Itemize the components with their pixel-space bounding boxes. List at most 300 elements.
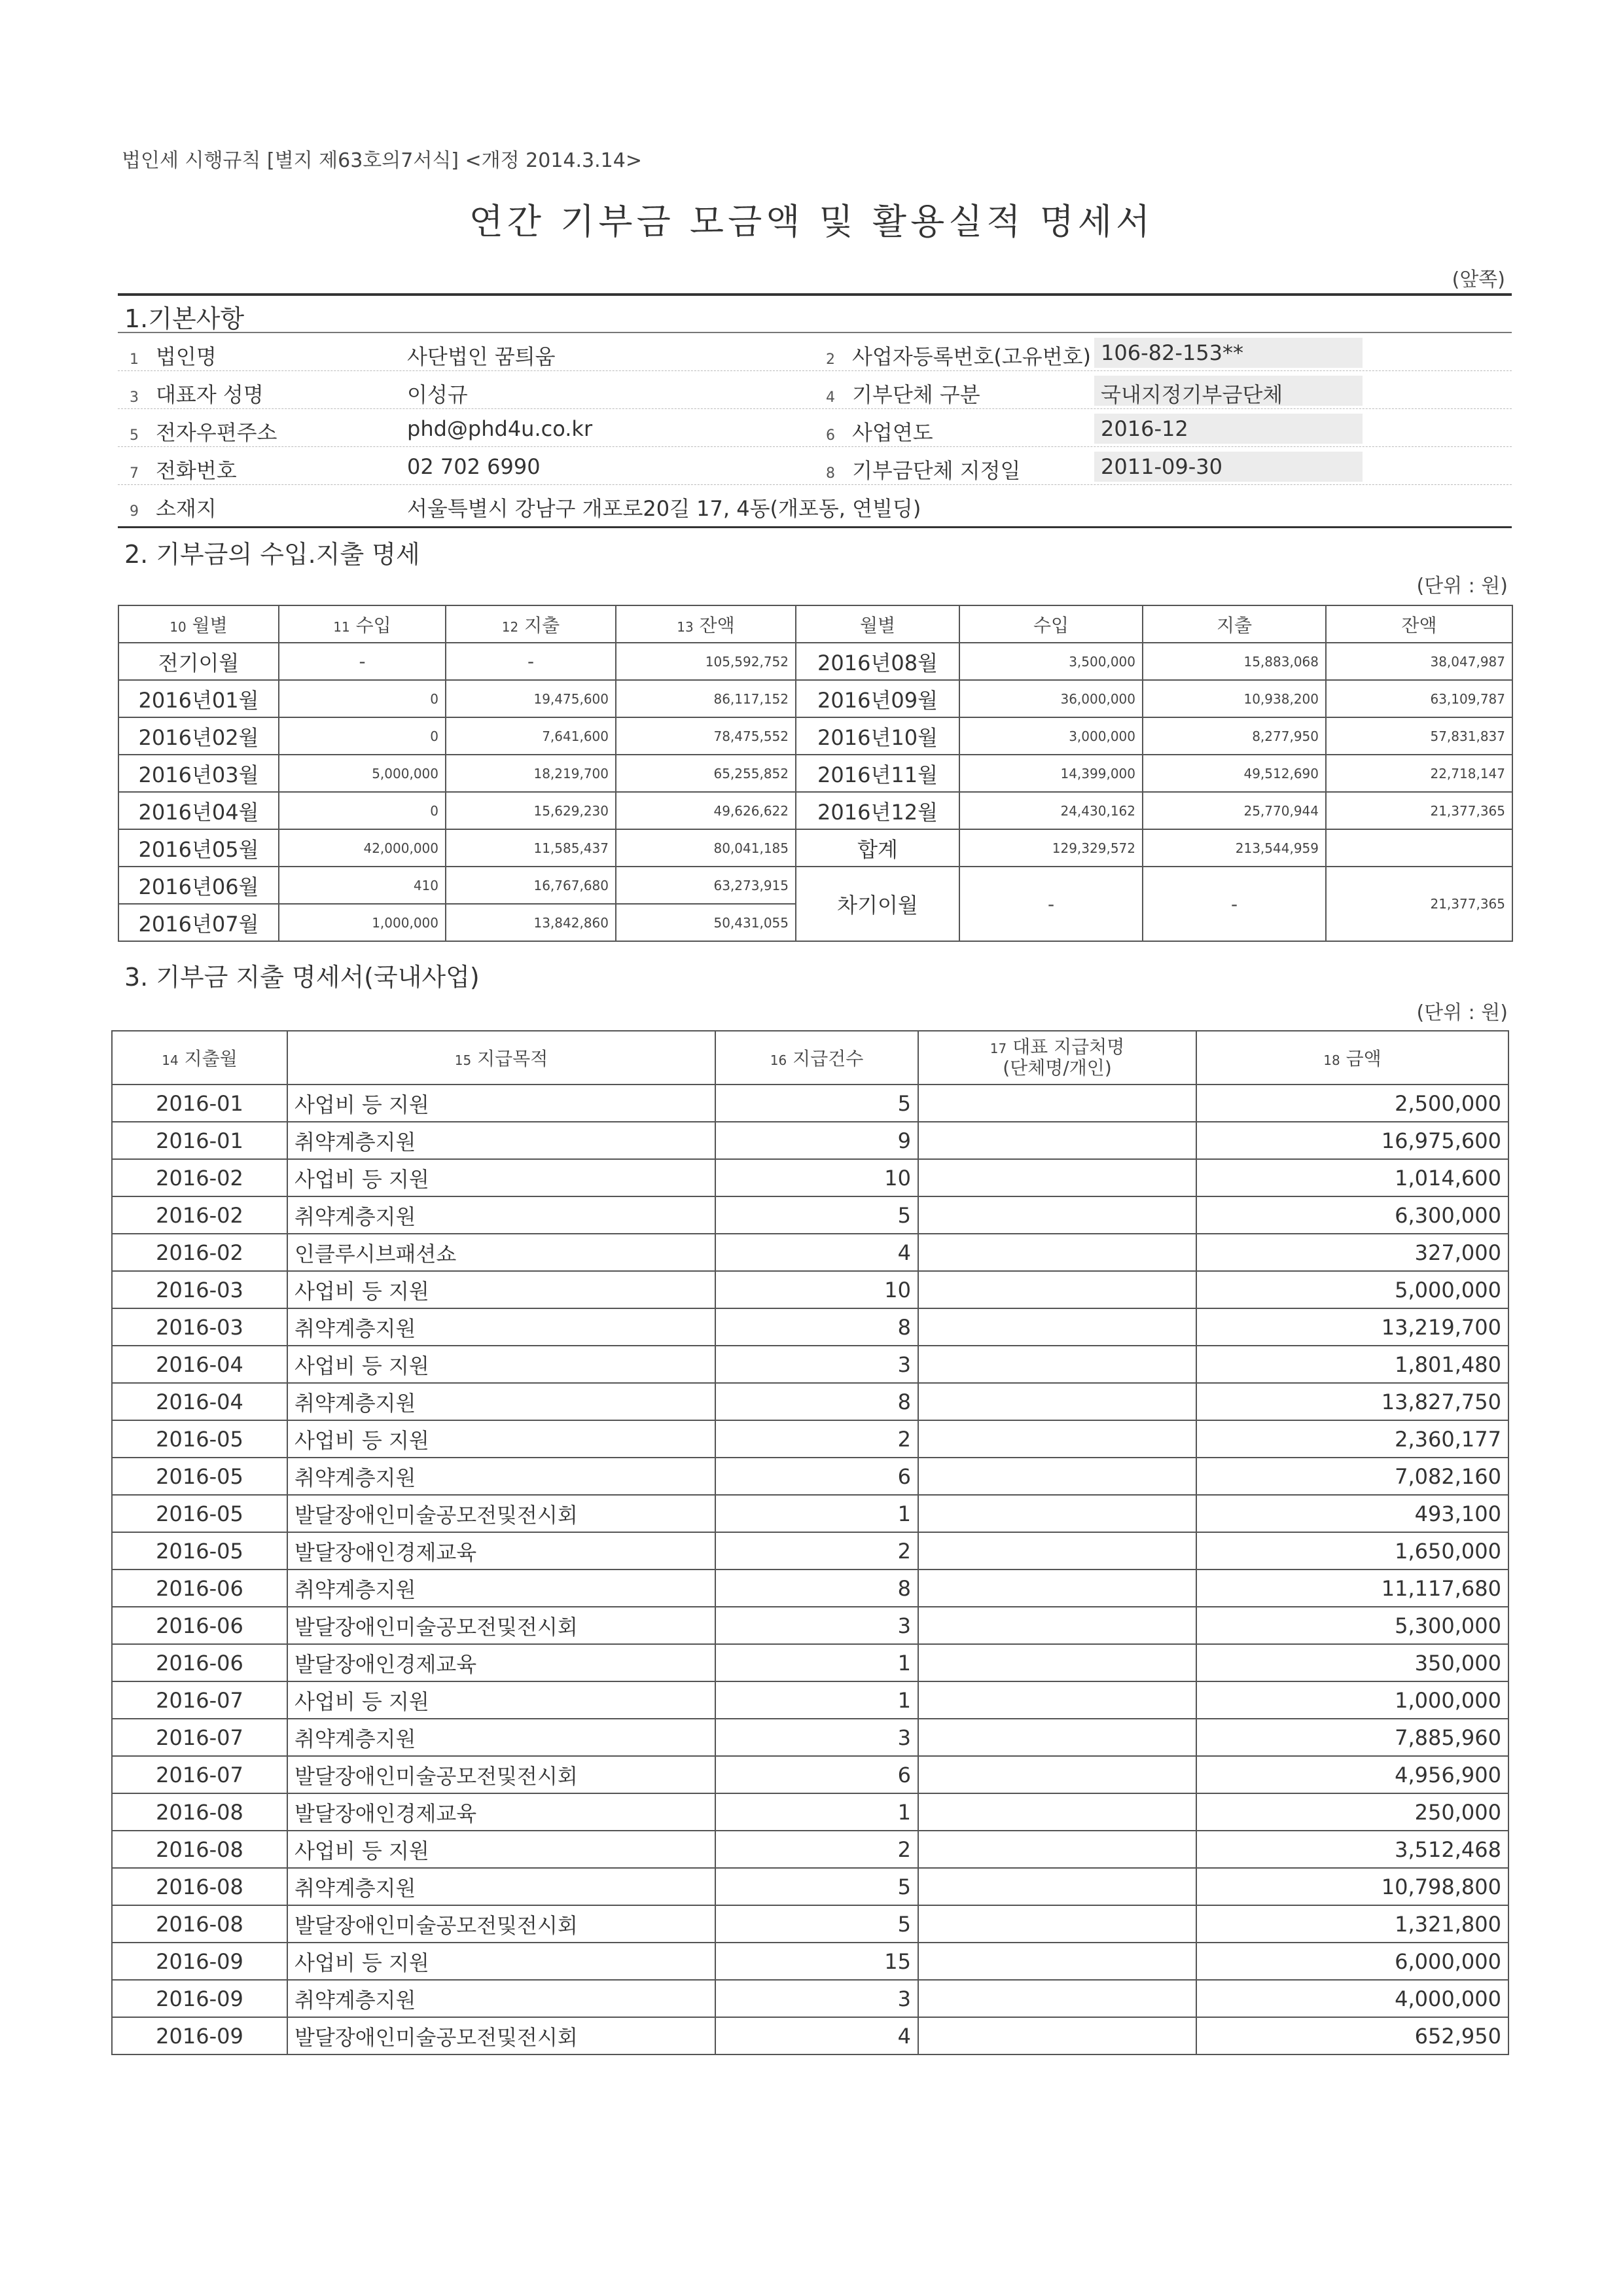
payee-cell — [918, 1196, 1196, 1234]
payee-cell — [918, 1980, 1196, 2017]
field-label: 전자우편주소 — [156, 420, 277, 445]
table-row — [112, 1793, 1508, 1831]
count-cell: 5 — [715, 1085, 918, 1122]
purpose-cell: 사업비 등 지원 — [287, 1943, 715, 1980]
payee-cell — [918, 2017, 1196, 2054]
table-row — [112, 1719, 1508, 1756]
carryover-balance-cell: 21,377,365 — [1326, 867, 1512, 941]
expense-cell: 15,883,068 — [1143, 643, 1326, 680]
table-row — [112, 1570, 1508, 1607]
balance-cell: 63,109,787 — [1326, 680, 1512, 717]
field-number: 3 — [130, 389, 139, 406]
count-cell: 4 — [715, 2017, 918, 2054]
table-row — [112, 1458, 1508, 1495]
section-title-income: 2. 기부금의 수입.지출 명세 — [124, 540, 420, 569]
amount-cell: 2,500,000 — [1196, 1085, 1508, 1122]
unit-label: (단위 : 원) — [1416, 1001, 1508, 1024]
payee-cell — [918, 1943, 1196, 1980]
divider — [118, 293, 1512, 296]
amount-cell: 5,300,000 — [1196, 1607, 1508, 1644]
month-cell: 전기이월 — [118, 643, 279, 680]
count-cell: 1 — [715, 1495, 918, 1532]
table-row — [112, 1980, 1508, 2017]
amount-cell: 1,321,800 — [1196, 1905, 1508, 1943]
month-cell: 2016-04 — [112, 1383, 287, 1420]
payee-cell — [918, 1831, 1196, 1868]
balance-cell: 57,831,837 — [1326, 717, 1512, 755]
count-cell: 8 — [715, 1570, 918, 1607]
count-cell: 9 — [715, 1122, 918, 1159]
page-side-label: (앞쪽) — [1452, 268, 1505, 291]
carryover-income-cell: - — [959, 867, 1143, 941]
field-number: 5 — [130, 427, 139, 444]
table-row — [112, 1420, 1508, 1458]
total-balance-cell — [1326, 829, 1512, 867]
table-row — [112, 1681, 1508, 1719]
count-cell: 5 — [715, 1905, 918, 1943]
balance-cell: 49,626,622 — [616, 792, 796, 829]
purpose-cell: 발달장애인경제교육 — [287, 1532, 715, 1570]
header-label: (단체명/개인) — [1003, 1057, 1112, 1079]
balance-cell: 78,475,552 — [616, 717, 796, 755]
purpose-cell: 취약계층지원 — [287, 1719, 715, 1756]
month-cell: 2016년03월 — [118, 755, 279, 792]
total-income-cell: 129,329,572 — [959, 829, 1143, 867]
balance-cell: 21,377,365 — [1326, 792, 1512, 829]
month-cell: 2016-09 — [112, 1943, 287, 1980]
month-cell: 2016-05 — [112, 1495, 287, 1532]
payee-cell — [918, 1681, 1196, 1719]
month-cell: 2016년11월 — [796, 755, 959, 792]
month-cell: 2016년07월 — [118, 904, 279, 941]
table-row — [118, 717, 1512, 755]
purpose-cell: 취약계층지원 — [287, 1458, 715, 1495]
balance-cell: 80,041,185 — [616, 829, 796, 867]
amount-cell: 6,300,000 — [1196, 1196, 1508, 1234]
header-number: 18 — [1323, 1052, 1340, 1068]
count-cell: 10 — [715, 1271, 918, 1308]
amount-cell: 3,512,468 — [1196, 1831, 1508, 1868]
table-row — [112, 2017, 1508, 2054]
balance-cell: 50,431,055 — [616, 904, 796, 941]
purpose-cell: 사업비 등 지원 — [287, 1420, 715, 1458]
balance-cell: 63,273,915 — [616, 867, 796, 904]
header-number: 10 — [169, 619, 187, 635]
amount-cell: 652,950 — [1196, 2017, 1508, 2054]
purpose-cell: 취약계층지원 — [287, 1122, 715, 1159]
expense-cell: 49,512,690 — [1143, 755, 1326, 792]
month-cell: 2016-01 — [112, 1122, 287, 1159]
header-cell — [616, 605, 796, 643]
phone-value: 02 702 6990 — [407, 454, 541, 479]
header-cell — [446, 605, 616, 643]
count-cell: 6 — [715, 1756, 918, 1793]
payee-cell — [918, 1122, 1196, 1159]
form-law-reference: 법인세 시행규칙 [별지 제63호의7서식] <개정 2014.3.14> — [122, 149, 642, 172]
month-cell: 2016-05 — [112, 1420, 287, 1458]
table-row — [112, 1308, 1508, 1346]
month-cell: 2016-06 — [112, 1607, 287, 1644]
purpose-cell: 발달장애인경제교육 — [287, 1644, 715, 1681]
payee-cell — [918, 1383, 1196, 1420]
month-cell: 2016년02월 — [118, 717, 279, 755]
table-header-row — [118, 605, 1512, 643]
field-representative — [130, 378, 264, 408]
table-header-row — [112, 1031, 1508, 1085]
income-expense-table — [118, 605, 1513, 942]
divider — [118, 408, 1512, 409]
field-org-type — [826, 378, 980, 408]
unit-label: (단위 : 원) — [1416, 575, 1508, 598]
month-cell: 2016-08 — [112, 1831, 287, 1868]
header-label: 지급건수 — [793, 1048, 864, 1069]
header-number: 17 — [990, 1041, 1007, 1056]
payee-cell — [918, 1719, 1196, 1756]
month-cell: 2016-06 — [112, 1644, 287, 1681]
balance-cell: 86,117,152 — [616, 680, 796, 717]
payee-cell — [918, 1420, 1196, 1458]
table-row — [118, 829, 1512, 867]
expense-cell: 8,277,950 — [1143, 717, 1326, 755]
month-cell: 2016-05 — [112, 1532, 287, 1570]
field-label: 기부단체 구분 — [852, 382, 980, 407]
count-cell: 5 — [715, 1196, 918, 1234]
carryover-expense-cell: - — [1143, 867, 1326, 941]
expense-cell: 25,770,944 — [1143, 792, 1326, 829]
purpose-cell: 발달장애인미술공모전및전시회 — [287, 1495, 715, 1532]
amount-cell: 6,000,000 — [1196, 1943, 1508, 1980]
count-cell: 1 — [715, 1793, 918, 1831]
expense-cell: 18,219,700 — [446, 755, 616, 792]
income-cell: 3,500,000 — [959, 643, 1143, 680]
table-row — [112, 1868, 1508, 1905]
payee-cell — [918, 1271, 1196, 1308]
carryover-label-cell: 차기이월 — [796, 867, 959, 941]
income-cell: 24,430,162 — [959, 792, 1143, 829]
table-row — [112, 1831, 1508, 1868]
total-label-cell: 합계 — [796, 829, 959, 867]
purpose-cell: 취약계층지원 — [287, 1383, 715, 1420]
month-cell: 2016-02 — [112, 1234, 287, 1271]
month-cell: 2016-02 — [112, 1196, 287, 1234]
header-label: 월별 — [192, 614, 228, 636]
header-number: 11 — [333, 619, 350, 635]
amount-cell: 4,000,000 — [1196, 1980, 1508, 2017]
header-label: 잔액 — [699, 614, 735, 636]
income-cell: 42,000,000 — [279, 829, 446, 867]
purpose-cell: 취약계층지원 — [287, 1196, 715, 1234]
header-cell: 지출 — [1143, 605, 1326, 643]
month-cell: 2016-02 — [112, 1159, 287, 1196]
header-cell — [715, 1031, 918, 1085]
table-row — [118, 643, 1512, 680]
expense-cell: 10,938,200 — [1143, 680, 1326, 717]
table-row — [112, 1905, 1508, 1943]
income-cell: 0 — [279, 717, 446, 755]
payee-cell — [918, 1793, 1196, 1831]
amount-cell: 10,798,800 — [1196, 1868, 1508, 1905]
expense-cell: 13,842,860 — [446, 904, 616, 941]
count-cell: 2 — [715, 1420, 918, 1458]
header-label: 지출월 — [184, 1048, 238, 1069]
header-cell — [118, 605, 279, 643]
field-email — [130, 416, 277, 446]
month-cell: 2016-03 — [112, 1271, 287, 1308]
payee-cell — [918, 1085, 1196, 1122]
month-cell: 2016년08월 — [796, 643, 959, 680]
amount-cell: 2,360,177 — [1196, 1420, 1508, 1458]
expense-cell: 11,585,437 — [446, 829, 616, 867]
table-row — [118, 755, 1512, 792]
month-cell: 2016-04 — [112, 1346, 287, 1383]
purpose-cell: 사업비 등 지원 — [287, 1159, 715, 1196]
month-cell: 2016년09월 — [796, 680, 959, 717]
header-label: 수입 — [355, 614, 391, 636]
total-expense-cell: 213,544,959 — [1143, 829, 1326, 867]
header-label: 대표 지급처명 — [1012, 1036, 1125, 1058]
month-cell: 2016-09 — [112, 1980, 287, 2017]
header-cell — [287, 1031, 715, 1085]
table-row — [118, 867, 1512, 904]
month-cell: 2016-07 — [112, 1719, 287, 1756]
field-label: 사업자등록번호(고유번호) — [852, 344, 1092, 369]
income-cell: 1,000,000 — [279, 904, 446, 941]
field-address — [130, 492, 217, 522]
payee-cell — [918, 1607, 1196, 1644]
purpose-cell: 사업비 등 지원 — [287, 1346, 715, 1383]
purpose-cell: 사업비 등 지원 — [287, 1085, 715, 1122]
field-corp-name — [130, 340, 217, 370]
table-row — [118, 792, 1512, 829]
table-row — [112, 1271, 1508, 1308]
count-cell: 15 — [715, 1943, 918, 1980]
payee-cell — [918, 1234, 1196, 1271]
count-cell: 1 — [715, 1681, 918, 1719]
field-designation-date — [826, 454, 1020, 484]
purpose-cell: 취약계층지원 — [287, 1308, 715, 1346]
field-fiscal-year — [826, 416, 933, 446]
field-number: 7 — [130, 465, 139, 482]
count-cell: 8 — [715, 1383, 918, 1420]
table-row — [112, 1383, 1508, 1420]
amount-cell: 16,975,600 — [1196, 1122, 1508, 1159]
expense-cell: 19,475,600 — [446, 680, 616, 717]
header-cell — [279, 605, 446, 643]
amount-cell: 1,801,480 — [1196, 1346, 1508, 1383]
business-number-value: 106-82-153** — [1101, 340, 1243, 365]
balance-cell: 65,255,852 — [616, 755, 796, 792]
amount-cell: 4,956,900 — [1196, 1756, 1508, 1793]
table-row — [112, 1085, 1508, 1122]
purpose-cell: 사업비 등 지원 — [287, 1271, 715, 1308]
purpose-cell: 취약계층지원 — [287, 1980, 715, 2017]
month-cell: 2016년12월 — [796, 792, 959, 829]
divider — [118, 332, 1512, 333]
month-cell: 2016년01월 — [118, 680, 279, 717]
purpose-cell: 취약계층지원 — [287, 1868, 715, 1905]
divider — [118, 370, 1512, 371]
field-number: 1 — [130, 351, 139, 368]
purpose-cell: 발달장애인미술공모전및전시회 — [287, 1607, 715, 1644]
field-label: 사업연도 — [852, 420, 933, 445]
designation-date-value: 2011-09-30 — [1101, 454, 1222, 479]
month-cell: 2016-07 — [112, 1756, 287, 1793]
payee-cell — [918, 1756, 1196, 1793]
amount-cell: 7,082,160 — [1196, 1458, 1508, 1495]
income-cell: 36,000,000 — [959, 680, 1143, 717]
balance-cell: 38,047,987 — [1326, 643, 1512, 680]
expense-cell: 7,641,600 — [446, 717, 616, 755]
income-cell: 3,000,000 — [959, 717, 1143, 755]
field-number: 8 — [826, 465, 835, 482]
table-row — [112, 1644, 1508, 1681]
payee-cell — [918, 1868, 1196, 1905]
month-cell: 2016년06월 — [118, 867, 279, 904]
purpose-cell: 발달장애인미술공모전및전시회 — [287, 1756, 715, 1793]
header-label: 지급목적 — [477, 1048, 548, 1069]
payee-cell — [918, 1308, 1196, 1346]
table-row — [112, 1122, 1508, 1159]
amount-cell: 13,219,700 — [1196, 1308, 1508, 1346]
header-cell: 수입 — [959, 605, 1143, 643]
amount-cell: 250,000 — [1196, 1793, 1508, 1831]
income-cell: 14,399,000 — [959, 755, 1143, 792]
table-row — [112, 1532, 1508, 1570]
header-cell: 잔액 — [1326, 605, 1512, 643]
header-number: 14 — [162, 1052, 179, 1068]
field-number: 9 — [130, 503, 139, 520]
amount-cell: 1,000,000 — [1196, 1681, 1508, 1719]
month-cell: 2016-06 — [112, 1570, 287, 1607]
amount-cell: 11,117,680 — [1196, 1570, 1508, 1607]
representative-value: 이성규 — [407, 382, 468, 407]
count-cell: 3 — [715, 1719, 918, 1756]
field-label: 기부금단체 지정일 — [852, 458, 1021, 483]
amount-cell: 1,650,000 — [1196, 1532, 1508, 1570]
month-cell: 2016-03 — [112, 1308, 287, 1346]
divider — [118, 526, 1512, 528]
payee-cell — [918, 1159, 1196, 1196]
amount-cell: 1,014,600 — [1196, 1159, 1508, 1196]
field-number: 4 — [826, 389, 835, 406]
purpose-cell: 사업비 등 지원 — [287, 1831, 715, 1868]
header-number: 15 — [454, 1052, 472, 1068]
payee-cell — [918, 1346, 1196, 1383]
amount-cell: 5,000,000 — [1196, 1271, 1508, 1308]
amount-cell: 13,827,750 — [1196, 1383, 1508, 1420]
document-title: 연간 기부금 모금액 및 활용실적 명세서 — [469, 201, 1154, 242]
expense-cell: - — [446, 643, 616, 680]
month-cell: 2016-01 — [112, 1085, 287, 1122]
income-cell: - — [279, 643, 446, 680]
month-cell: 2016-08 — [112, 1868, 287, 1905]
divider — [118, 484, 1512, 485]
field-label: 소재지 — [156, 496, 217, 521]
expense-cell: 16,767,680 — [446, 867, 616, 904]
payee-cell — [918, 1458, 1196, 1495]
header-cell — [918, 1031, 1196, 1085]
fiscal-year-value: 2016-12 — [1101, 416, 1188, 441]
expenditure-table — [111, 1030, 1509, 2055]
month-cell: 2016-08 — [112, 1793, 287, 1831]
table-row — [112, 1196, 1508, 1234]
org-type-value: 국내지정기부금단체 — [1101, 382, 1283, 407]
header-number: 12 — [501, 619, 519, 635]
month-cell: 2016-07 — [112, 1681, 287, 1719]
header-cell — [112, 1031, 287, 1085]
payee-cell — [918, 1495, 1196, 1532]
month-cell: 2016-08 — [112, 1905, 287, 1943]
amount-cell: 493,100 — [1196, 1495, 1508, 1532]
field-label: 법인명 — [156, 344, 217, 369]
header-label: 금액 — [1346, 1048, 1382, 1069]
field-number: 2 — [826, 351, 835, 368]
address-value: 서울특별시 강남구 개포로20길 17, 4동(개포동, 연빌딩) — [407, 496, 921, 521]
purpose-cell: 발달장애인경제교육 — [287, 1793, 715, 1831]
section-title-expenditure: 3. 기부금 지출 명세서(국내사업) — [124, 963, 480, 992]
corp-name-value: 사단법인 꿈틔움 — [407, 344, 556, 369]
income-cell: 0 — [279, 792, 446, 829]
purpose-cell: 발달장애인미술공모전및전시회 — [287, 1905, 715, 1943]
income-cell: 410 — [279, 867, 446, 904]
payee-cell — [918, 1644, 1196, 1681]
balance-cell: 105,592,752 — [616, 643, 796, 680]
table-row — [112, 1943, 1508, 1980]
month-cell: 2016년04월 — [118, 792, 279, 829]
month-cell: 2016-05 — [112, 1458, 287, 1495]
count-cell: 6 — [715, 1458, 918, 1495]
month-cell: 2016-09 — [112, 2017, 287, 2054]
purpose-cell: 인클루시브패션쇼 — [287, 1234, 715, 1271]
table-row — [112, 1234, 1508, 1271]
count-cell: 5 — [715, 1868, 918, 1905]
header-cell — [1196, 1031, 1508, 1085]
payee-cell — [918, 1532, 1196, 1570]
table-row — [118, 680, 1512, 717]
month-cell: 2016년10월 — [796, 717, 959, 755]
count-cell: 10 — [715, 1159, 918, 1196]
count-cell: 3 — [715, 1607, 918, 1644]
header-number: 13 — [677, 619, 694, 635]
count-cell: 2 — [715, 1831, 918, 1868]
table-row — [112, 1346, 1508, 1383]
field-label: 전화번호 — [156, 458, 237, 483]
balance-cell: 22,718,147 — [1326, 755, 1512, 792]
count-cell: 3 — [715, 1346, 918, 1383]
count-cell: 8 — [715, 1308, 918, 1346]
header-label: 지출 — [524, 614, 560, 636]
purpose-cell: 취약계층지원 — [287, 1570, 715, 1607]
table-row — [112, 1495, 1508, 1532]
count-cell: 1 — [715, 1644, 918, 1681]
field-number: 6 — [826, 427, 835, 444]
header-number: 16 — [770, 1052, 787, 1068]
income-cell: 5,000,000 — [279, 755, 446, 792]
table-row — [112, 1756, 1508, 1793]
field-phone — [130, 454, 237, 484]
field-business-number — [826, 340, 1091, 370]
payee-cell — [918, 1570, 1196, 1607]
table-row — [112, 1159, 1508, 1196]
purpose-cell: 발달장애인미술공모전및전시회 — [287, 2017, 715, 2054]
divider — [118, 446, 1512, 447]
header-cell: 월별 — [796, 605, 959, 643]
amount-cell: 350,000 — [1196, 1644, 1508, 1681]
payee-cell — [918, 1905, 1196, 1943]
field-label: 대표자 성명 — [156, 382, 264, 407]
amount-cell: 327,000 — [1196, 1234, 1508, 1271]
month-cell: 2016년05월 — [118, 829, 279, 867]
